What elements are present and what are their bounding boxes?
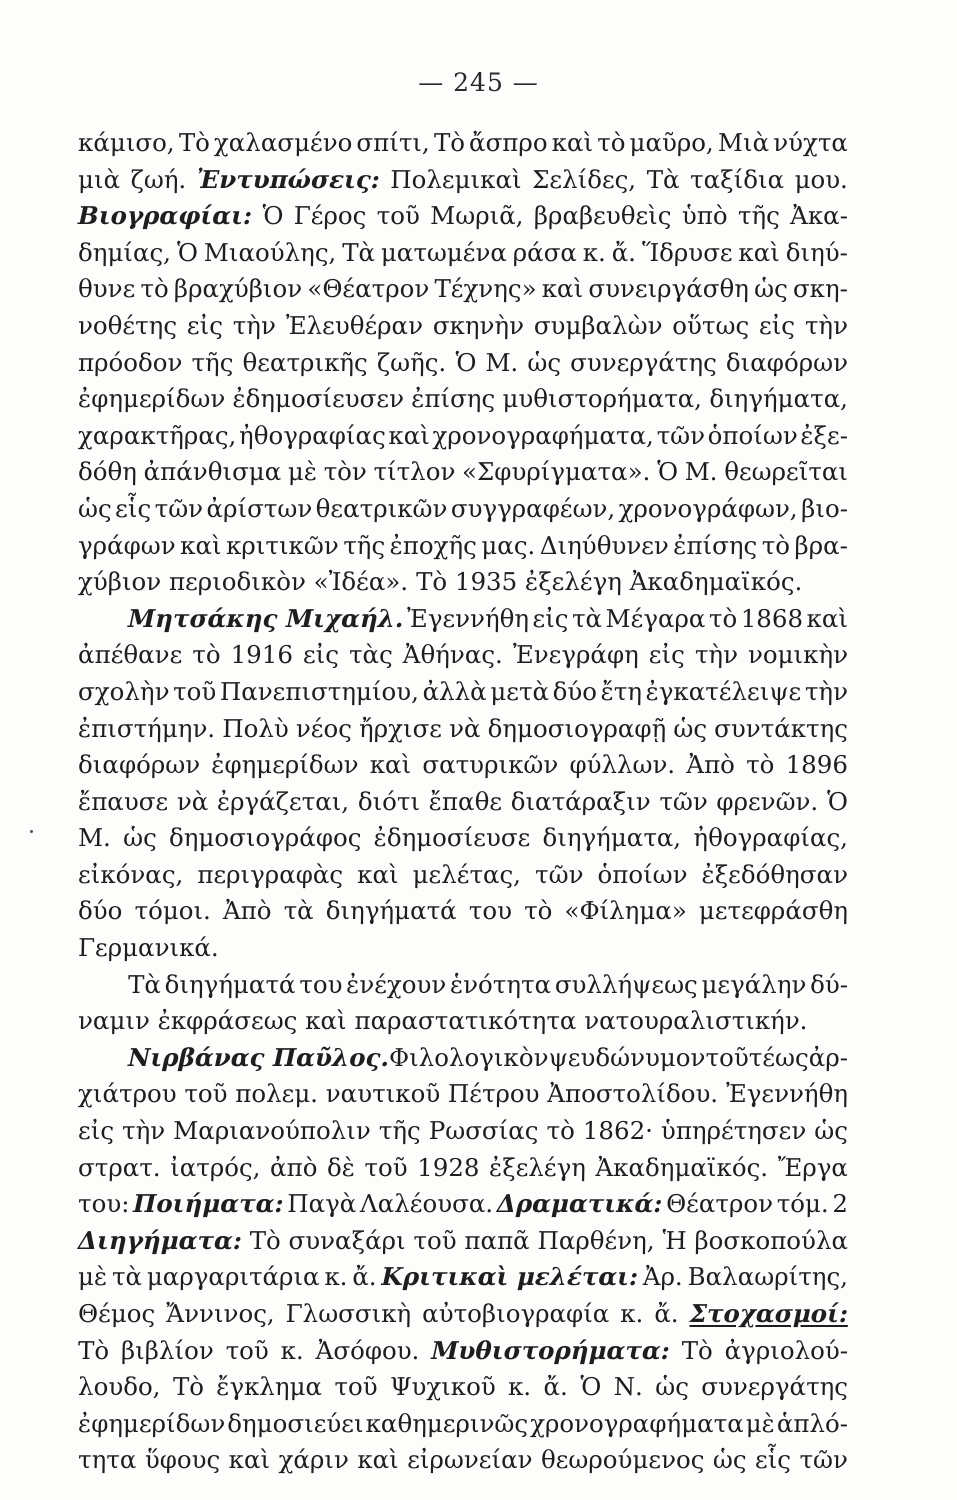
text-line: Μ. ὡς δημοσιογράφος ἐδημοσίευσε διηγήματα, ἠθογραφίας, [77, 823, 849, 853]
text-line: Μητσάκης Μιχαήλ. Ἐγεννήθη εἰς τὰ Μέγαρα τὸ 1868 καὶ [127, 603, 849, 633]
text-line: πρόοδον τῆς θεατρικῆς ζωῆς. Ὁ Μ. ὡς συνεργάτης διαφόρων [77, 347, 849, 377]
text-line: του: Ποιήματα: Παγὰ Λαλέουσα. Δραματικά: Θέατρον τόμ. 2 [77, 1189, 849, 1219]
text-line: χύβιον περιοδικὸν «Ἰδέα». Τὸ 1935 ἐξελέγη Ἀκαδημαϊκός. [77, 567, 803, 597]
text-line: ἀπέθανε τὸ 1916 εἰς τὰς Ἀθήνας. Ἐνεγράφη εἰς τὴν νομικὴν [77, 640, 849, 670]
text-line: δύο τόμοι. Ἀπὸ τὰ διηγήματά του τὸ «Φίλημα» μετεφράσθη [77, 896, 849, 926]
text-line: στρατ. ἰατρός, ἀπὸ δὲ τοῦ 1928 ἐξελέγη Ἀκαδημαϊκός. Ἔργα [77, 1152, 849, 1182]
text-line: ναμιν ἐκφράσεως καὶ παραστατικότητα νατουραλιστικήν. [77, 1006, 808, 1036]
text-line: Διηγήματα: Τὸ συναξάρι τοῦ παπᾶ Παρθένη, Ἡ βοσκοπούλα [77, 1225, 849, 1255]
text-line: ἔπαυσε νὰ ἐργάζεται, διότι ἔπαθε διατάραξιν τῶν φρενῶν. Ὁ [77, 786, 849, 816]
text-line: ἐφημερίδων ἐδημοσίευσεν ἐπίσης μυθιστορήματα, διηγήματα, [77, 384, 849, 414]
text-line: Τὰ διηγήματά του ἐνέχουν ἑνότητα συλλήψεως μεγάλην δύ- [127, 969, 849, 999]
text-line: μιὰ ζωή. Ἐντυπώσεις: Πολεμικαὶ Σελίδες, Τὰ ταξίδια μου. [77, 164, 849, 194]
text-line: κάμισο, Τὸ χαλασμένο σπίτι, Τὸ ἄσπρο καὶ τὸ μαῦρο, Μιὰ νύχτα [77, 128, 849, 157]
text-line: λουδο, Τὸ ἔγκλημα τοῦ Ψυχικοῦ κ. ἄ. Ὁ Ν. ὡς συνεργάτης [77, 1372, 849, 1402]
text-line: ἐφημερίδων δημοσιεύει καθημερινῶς χρονογραφήματα μὲ ἁπλό- [77, 1408, 849, 1438]
text-line: Θέμος Ἄννινος, Γλωσσικὴ αὐτοβιογραφία κ. ἄ. Στοχασμοί: [77, 1299, 849, 1328]
body-text [78, 128, 848, 1482]
text-line: Νιρβάνας Παῦλος. Φιλολογικὸν ψευδώνυμον τοῦ τέως ἀρ- [127, 1042, 849, 1072]
text-line: χαρακτῆρας, ἠθογραφίας καὶ χρονογραφήματα, τῶν ὁποίων ἐξε- [77, 420, 849, 450]
text-line: θυνε τὸ βραχύβιον «Θέατρον Τέχνης» καὶ συνειργάσθη ὡς σκη- [77, 274, 849, 304]
text-line: ὡς εἷς τῶν ἀρίστων θεατρικῶν συγγραφέων, χρονογράφων, βιο- [77, 493, 849, 523]
text-line: σχολὴν τοῦ Πανεπιστημίου, ἀλλὰ μετὰ δύο ἔτη ἐγκατέλειψε τὴν [77, 676, 849, 706]
text-line: δόθη ἀπάνθισμα μὲ τὸν τίτλον «Σφυρίγματα». Ὁ Μ. θεωρεῖται [77, 457, 849, 487]
text-line: νοθέτης εἰς τὴν Ἐλευθέραν σκηνὴν συμβαλὼν οὕτως εἰς τὴν [77, 310, 849, 340]
text-line: Τὸ βιβλίον τοῦ κ. Ἀσόφου. Μυθιστορήματα: Τὸ ἀγριολού- [77, 1335, 849, 1365]
text-line: δημίας, Ὁ Μιαούλης, Τὰ ματωμένα ράσα κ. ἄ. Ἵδρυσε καὶ διηύ- [77, 237, 849, 267]
margin-speck [30, 830, 33, 833]
text-line: εἰς τὴν Μαριανούπολιν τῆς Ρωσσίας τὸ 1862· ὑπηρέτησεν ὡς [77, 1116, 849, 1146]
text-line: χιάτρου τοῦ πολεμ. ναυτικοῦ Πέτρου Ἀποστολίδου. Ἐγεννήθη [77, 1079, 849, 1109]
text-line: γράφων καὶ κριτικῶν τῆς ἐποχῆς μας. Διηύθυνεν ἐπίσης τὸ βρα- [77, 530, 849, 560]
text-line: τητα ὕφους καὶ χάριν καὶ εἰρωνείαν θεωρούμενος ὡς εἷς τῶν [77, 1445, 849, 1475]
text-line: Γερμανικά. [77, 933, 220, 963]
page-number: — 245 — [418, 68, 539, 97]
text-line: ἐπιστήμην. Πολὺ νέος ἤρχισε νὰ δημοσιογραφῇ ὡς συντάκτης [77, 713, 849, 743]
text-line: εἰκόνας, περιγραφὰς καὶ μελέτας, τῶν ὁποίων ἐξεδόθησαν [77, 859, 849, 889]
text-line: Βιογραφίαι: Ὁ Γέρος τοῦ Μωριᾶ, βραβευθεὶς ὑπὸ τῆς Ἀκα- [77, 201, 849, 231]
text-line: διαφόρων ἐφημερίδων καὶ σατυρικῶν φύλλων. Ἀπὸ τὸ 1896 [77, 750, 849, 780]
text-line: μὲ τὰ μαργαριτάρια κ. ἄ. Κριτικαὶ μελέται: Ἀρ. Βαλαωρίτης, [77, 1262, 849, 1292]
